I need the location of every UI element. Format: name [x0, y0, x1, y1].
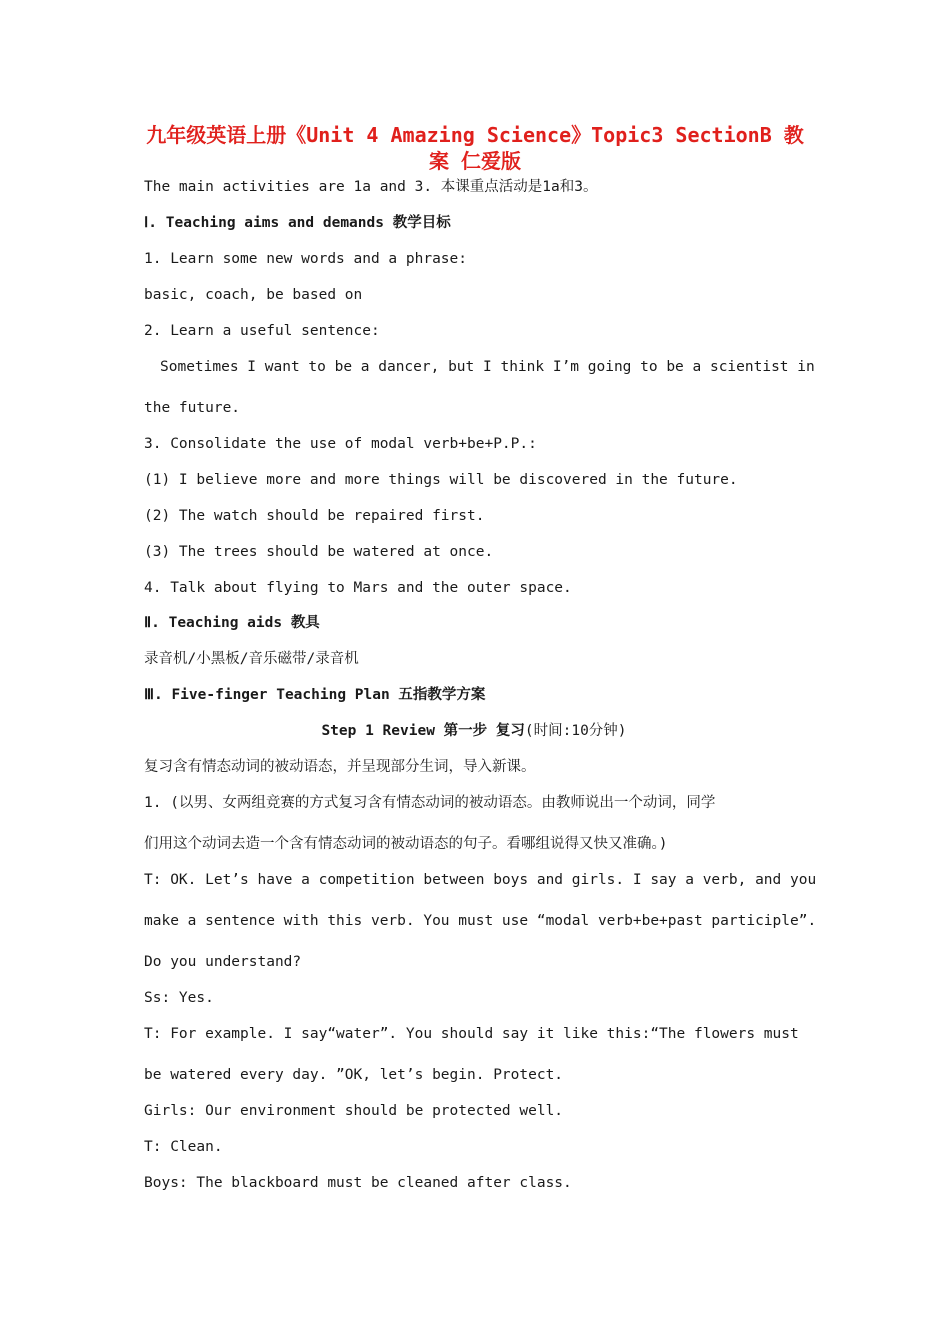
- dialogue-boys-1: Boys: The blackboard must be cleaned after class.: [144, 1175, 572, 1191]
- section-2-heading: Ⅱ. Teaching aids 教具: [144, 615, 320, 631]
- step-1-note-line-1: 1. (以男、女两组竞赛的方式复习含有情态动词的被动语态。由教师说出一个动词，同学: [144, 795, 716, 811]
- teaching-aids-list: 录音机/小黑板/音乐磁带/录音机: [144, 651, 359, 667]
- aim-item-3: 3. Consolidate the use of modal verb+be+P.P.:: [144, 436, 537, 452]
- aim-item-2: 2. Learn a useful sentence:: [144, 323, 380, 339]
- aim-item-2-sentence-line-2: the future.: [144, 400, 241, 416]
- aim-item-1: 1. Learn some new words and a phrase:: [144, 251, 468, 267]
- aim-item-4: 4. Talk about flying to Mars and the outer space.: [144, 580, 572, 596]
- dialogue-teacher-1-line-2: make a sentence with this verb. You must use “modal verb+be+past participle”.: [144, 913, 817, 929]
- dialogue-teacher-2-line-2: be watered every day. ”OK, let’s begin. Protect.: [144, 1067, 564, 1083]
- title-line-2: 案 仁爱版: [428, 149, 522, 173]
- dialogue-students-1: Ss: Yes.: [144, 990, 214, 1006]
- step-1-heading: [144, 721, 804, 741]
- intro-text: The main activities are 1a and 3. 本课重点活动是1a和3。: [144, 179, 598, 195]
- section-3-heading: Ⅲ. Five-finger Teaching Plan 五指教学方案: [144, 687, 486, 703]
- aim-item-3-example-2: (2) The watch should be repaired first.: [144, 508, 485, 524]
- title-line-1: 九年级英语上册《Unit 4 Amazing Science》Topic3 SectionB 教: [146, 123, 804, 147]
- aim-item-1-words: basic, coach, be based on: [144, 287, 363, 303]
- dialogue-teacher-1-line-3: Do you understand?: [144, 954, 302, 970]
- dialogue-teacher-2-line-1: T: For example. I say“water”. You should say it like this:“The flowers must: [144, 1026, 799, 1042]
- step-1-description: 复习含有情态动词的被动语态，并呈现部分生词，导入新课。: [144, 759, 536, 775]
- dialogue-girls-1: Girls: Our environment should be protected well.: [144, 1103, 564, 1119]
- dialogue-teacher-3: T: Clean.: [144, 1139, 223, 1155]
- step-1-note-line-2: 们用这个动词去造一个含有情态动词的被动语态的句子。看哪组说得又快又准确。): [144, 836, 668, 852]
- step-1-label: Step 1 Review 第一步 复习: [321, 723, 525, 739]
- aim-item-3-example-1: (1) I believe more and more things will be discovered in the future.: [144, 472, 738, 488]
- document-title: [140, 122, 810, 174]
- aim-item-3-example-3: (3) The trees should be watered at once.: [144, 544, 494, 560]
- section-1-heading: Ⅰ. Teaching aims and demands 教学目标: [144, 215, 451, 231]
- step-1-time: (时间:10分钟): [524, 723, 627, 739]
- dialogue-teacher-1-line-1: T: OK. Let’s have a competition between boys and girls. I say a verb, and you: [144, 872, 817, 888]
- aim-item-2-sentence-line-1: Sometimes I want to be a dancer, but I think I’m going to be a scientist in: [160, 359, 815, 375]
